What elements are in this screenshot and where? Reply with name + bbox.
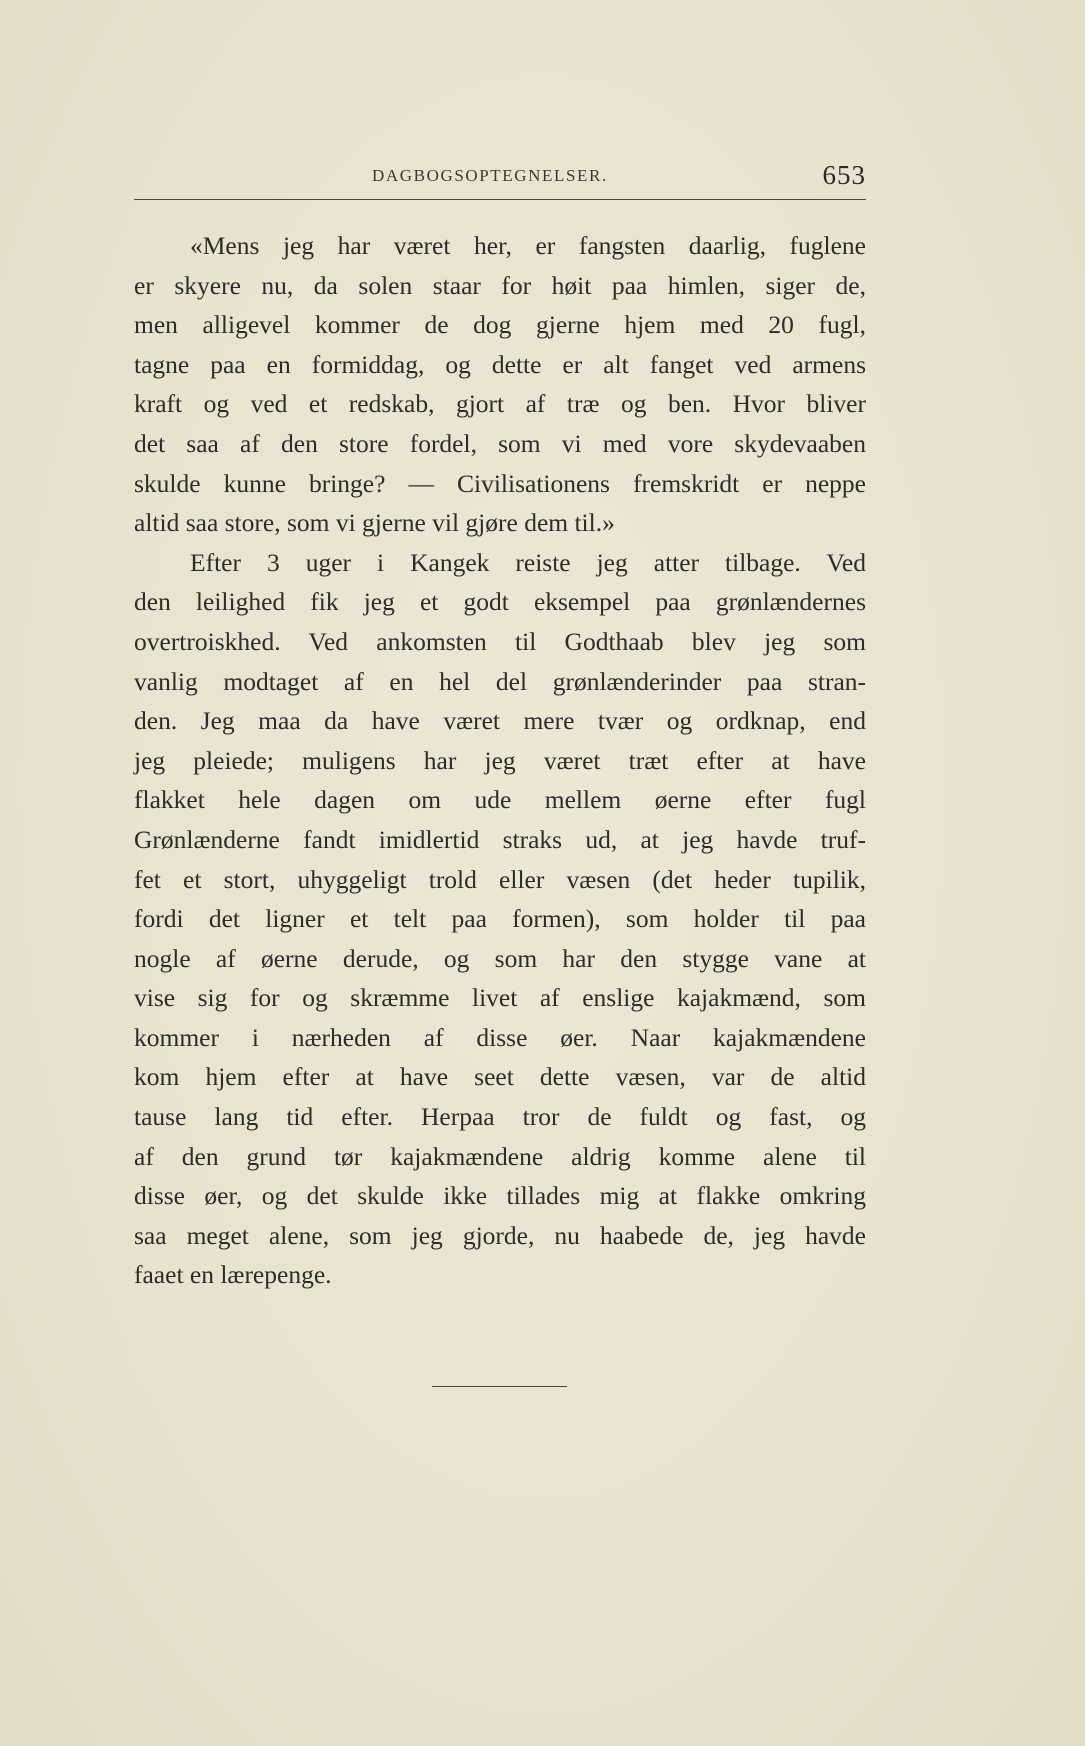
text-line: kom hjem efter at have seet dette væsen, var de altid — [134, 1062, 866, 1092]
text-line: disse øer, og det skulde ikke tillades mig at flakke omkring — [134, 1181, 866, 1211]
text-line: Grønlænderne fandt imidlertid straks ud, at jeg havde truf- — [134, 824, 866, 854]
header-rule — [134, 199, 866, 200]
text-line: saa meget alene, som jeg gjorde, nu haabede de, jeg havde — [134, 1220, 866, 1250]
text-line: flakket hele dagen om ude mellem øerne efter fugl — [134, 785, 866, 815]
page-header — [134, 160, 866, 200]
text-line: faaet en lærepenge. — [134, 1260, 332, 1290]
text-line: overtroiskhed. Ved ankomsten til Godthaab blev jeg som — [134, 626, 866, 656]
text-line: kommer i nærheden af disse øer. Naar kajakmændene — [134, 1022, 866, 1052]
text-line: den. Jeg maa da have været mere tvær og ordknap, end — [134, 706, 866, 736]
paragraph-1 — [134, 226, 866, 543]
text-line: fet et stort, uhyggeligt trold eller væsen (det heder tupilik, — [134, 864, 866, 894]
text-line: jeg pleiede; muligens har jeg været træt efter at have — [134, 745, 866, 775]
text-line: den leilighed fik jeg et godt eksempel paa grønlændernes — [134, 587, 866, 617]
paragraph-2 — [134, 543, 866, 1295]
text-line: men alligevel kommer de dog gjerne hjem med 20 fugl, — [134, 310, 866, 340]
text-line: af den grund tør kajakmændene aldrig komme alene til — [134, 1141, 866, 1171]
text-line: «Mens jeg har været her, er fangsten daarlig, fuglene — [190, 231, 866, 260]
text-line: vise sig for og skræmme livet af enslige kajakmænd, som — [134, 983, 866, 1013]
text-line: tagne paa en formiddag, og dette er alt fanget ved armens — [134, 349, 866, 379]
text-line: vanlig modtaget af en hel del grønlænderinder paa stran- — [134, 666, 866, 696]
text-line: Efter 3 uger i Kangek reiste jeg atter tilbage. Ved — [190, 547, 866, 577]
text-line: det saa af den store fordel, som vi med vore skydevaaben — [134, 428, 866, 458]
text-line: nogle af øerne derude, og som har den stygge vane at — [134, 943, 866, 973]
text-line: tause lang tid efter. Herpaa tror de fuldt og fast, og — [134, 1102, 866, 1132]
page-number: 653 — [822, 160, 866, 190]
running-head: DAGBOGSOPTEGNELSER. — [372, 166, 608, 185]
text-line: skulde kunne bringe? — Civilisationens fremskridt er neppe — [134, 468, 866, 498]
body-text — [134, 226, 866, 1295]
text-line: altid saa store, som vi gjerne vil gjøre dem til.» — [134, 508, 615, 538]
text-line: er skyere nu, da solen staar for høit paa himlen, siger de, — [134, 270, 866, 300]
text-line: fordi det ligner et telt paa formen), som holder til paa — [134, 904, 866, 934]
end-rule — [432, 1386, 567, 1387]
text-line: kraft og ved et redskab, gjort af træ og ben. Hvor bliver — [134, 389, 866, 419]
